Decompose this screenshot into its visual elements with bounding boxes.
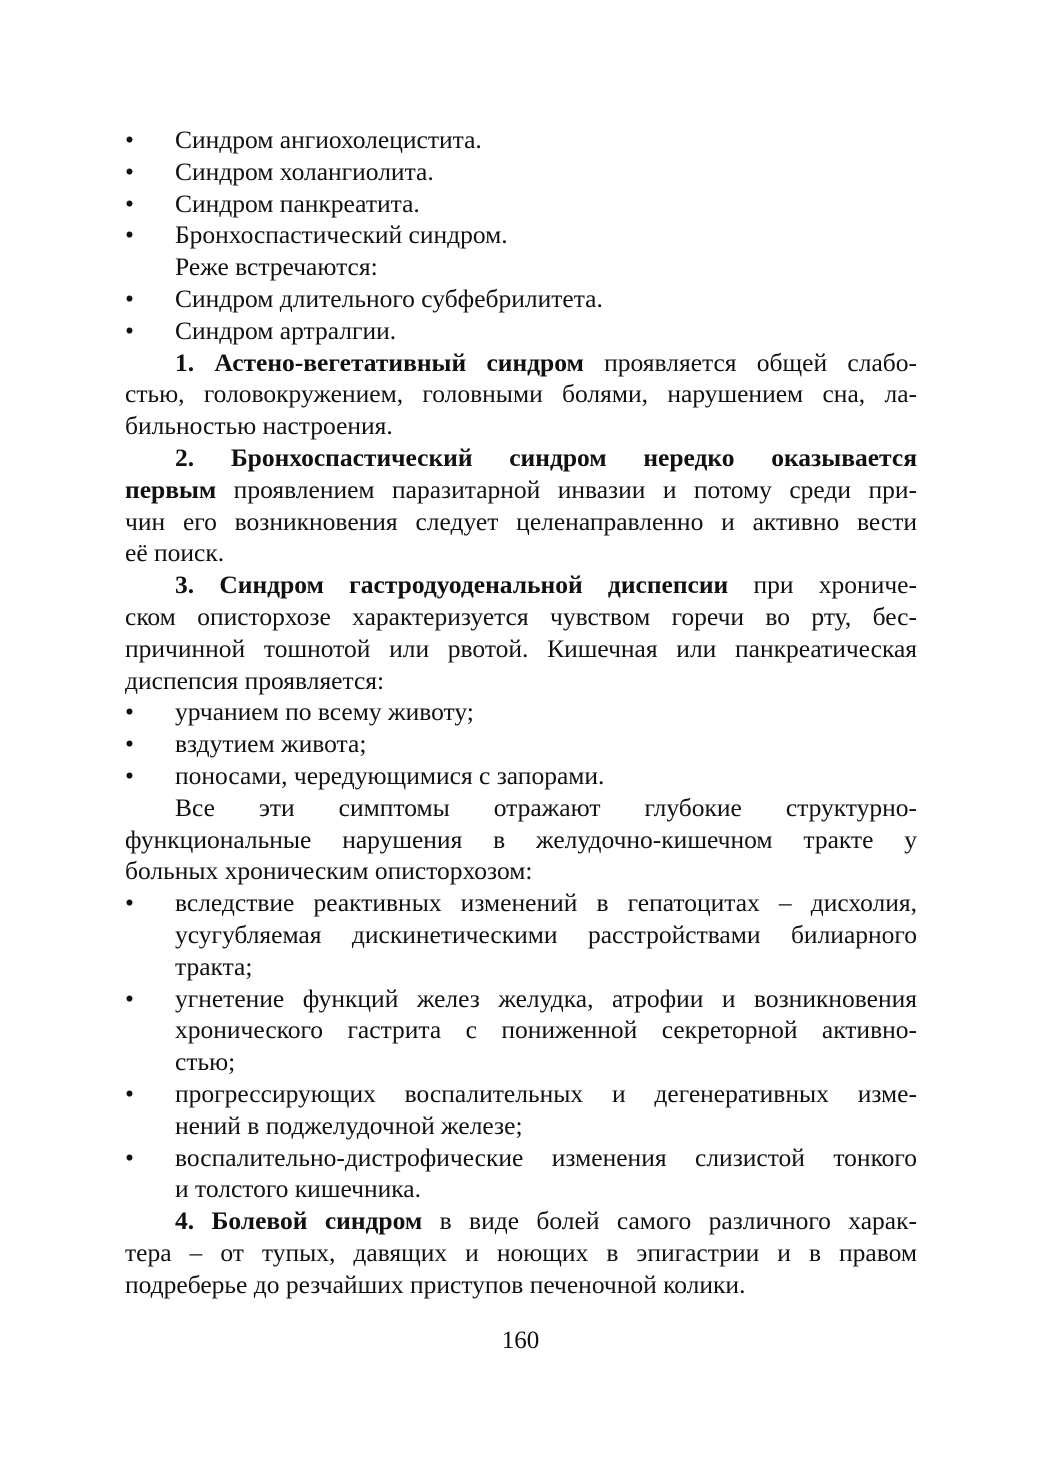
rare-heading: Реже встречаются: xyxy=(175,252,378,282)
page-number: 160 xyxy=(501,1327,540,1354)
list-item: • вздутием живота; xyxy=(125,729,367,759)
bullet-icon: • xyxy=(125,760,134,790)
bullet-icon: • xyxy=(125,697,134,727)
bullet-icon: • xyxy=(125,188,134,218)
list-item: • прогрессирующих воспалительных и дегенеративных изме- нений в поджелудочной железе; xyxy=(125,1078,917,1140)
bullet-icon: • xyxy=(125,220,134,250)
section-heading: 2. Бронхоспастический синдром нередко оказывается xyxy=(175,442,917,472)
list-item: • Синдром длительного субфебрилитета. xyxy=(125,283,603,313)
list-item: • Синдром ангиохолецистита. xyxy=(125,125,482,154)
paragraph-dyspepsia: 3. Синдром гастродуоденальной диспепсии при хрониче- ском описторхозе характеризуется чувством горечи во рту, бес- причинной тошнотой или рвотой. Кишечная или панкреатическая диспепсия проявляется: xyxy=(125,570,917,695)
bullet-icon: • xyxy=(125,1142,134,1172)
list-item: • урчанием по всему животу; xyxy=(125,697,474,727)
bullet-icon: • xyxy=(125,315,134,345)
paragraph-bronchospastic: 2. Бронхоспастический синдром нередко оказывается первым проявлением паразитарной инвазии и потому среди при- чин его возникновения следует целенаправленно и активно вести её поиск. xyxy=(125,442,917,568)
bullet-icon: • xyxy=(125,1078,134,1108)
list-item: • вследствие реактивных изменений в гепатоцитах – дисхолия, усугубляемая дискинетическими расстройствами билиарного тракта; xyxy=(125,888,917,981)
paragraph-asthenic: 1. Астено-вегетативный синдром проявляется общей слабо- стью, головокружением, головными болями, нарушением сна, ла- бильностью настроения. xyxy=(125,347,917,441)
list-item: • Синдром панкреатита. xyxy=(125,188,420,218)
list-item: • воспалительно-дистрофические изменения слизистой тонкого и толстого кишечника. xyxy=(125,1142,917,1204)
list-item: • Синдром артралгии. xyxy=(125,315,397,345)
bullet-icon: • xyxy=(125,125,134,154)
bullet-icon: • xyxy=(125,983,134,1013)
section-heading: 4. Болевой синдром xyxy=(175,1206,423,1236)
bullet-icon: • xyxy=(125,156,134,186)
paragraph-pain: 4. Болевой синдром в виде болей самого различного харак- тера – от тупых, давящих и ноющих в эпигастрии и в правом подреберье до резчайших приступов печеночной колики. xyxy=(125,1206,917,1299)
list-item: • поносами, чередующимися с запорами. xyxy=(125,760,605,790)
list-item: • Синдром холангиолита. xyxy=(125,156,434,186)
list-item: • Бронхоспастический синдром. xyxy=(125,220,508,250)
bullet-icon: • xyxy=(125,888,134,918)
bullet-icon: • xyxy=(125,283,134,313)
section-heading: 3. Синдром гастродуоденальной диспепсии xyxy=(175,570,729,600)
bullet-icon: • xyxy=(125,729,134,759)
list-item: • угнетение функций желез желудка, атрофии и возникновения хронического гастрита с пониженной секреторной активно- стью; xyxy=(125,983,917,1077)
paragraph-symptoms: Все эти симптомы отражают глубокие структурно- функциональные нарушения в желудочно-кишечном тракте у больных хроническим описторхозом: xyxy=(125,792,917,886)
section-heading: 1. Астено-вегетативный синдром xyxy=(175,347,584,377)
page-content xyxy=(125,124,917,1300)
